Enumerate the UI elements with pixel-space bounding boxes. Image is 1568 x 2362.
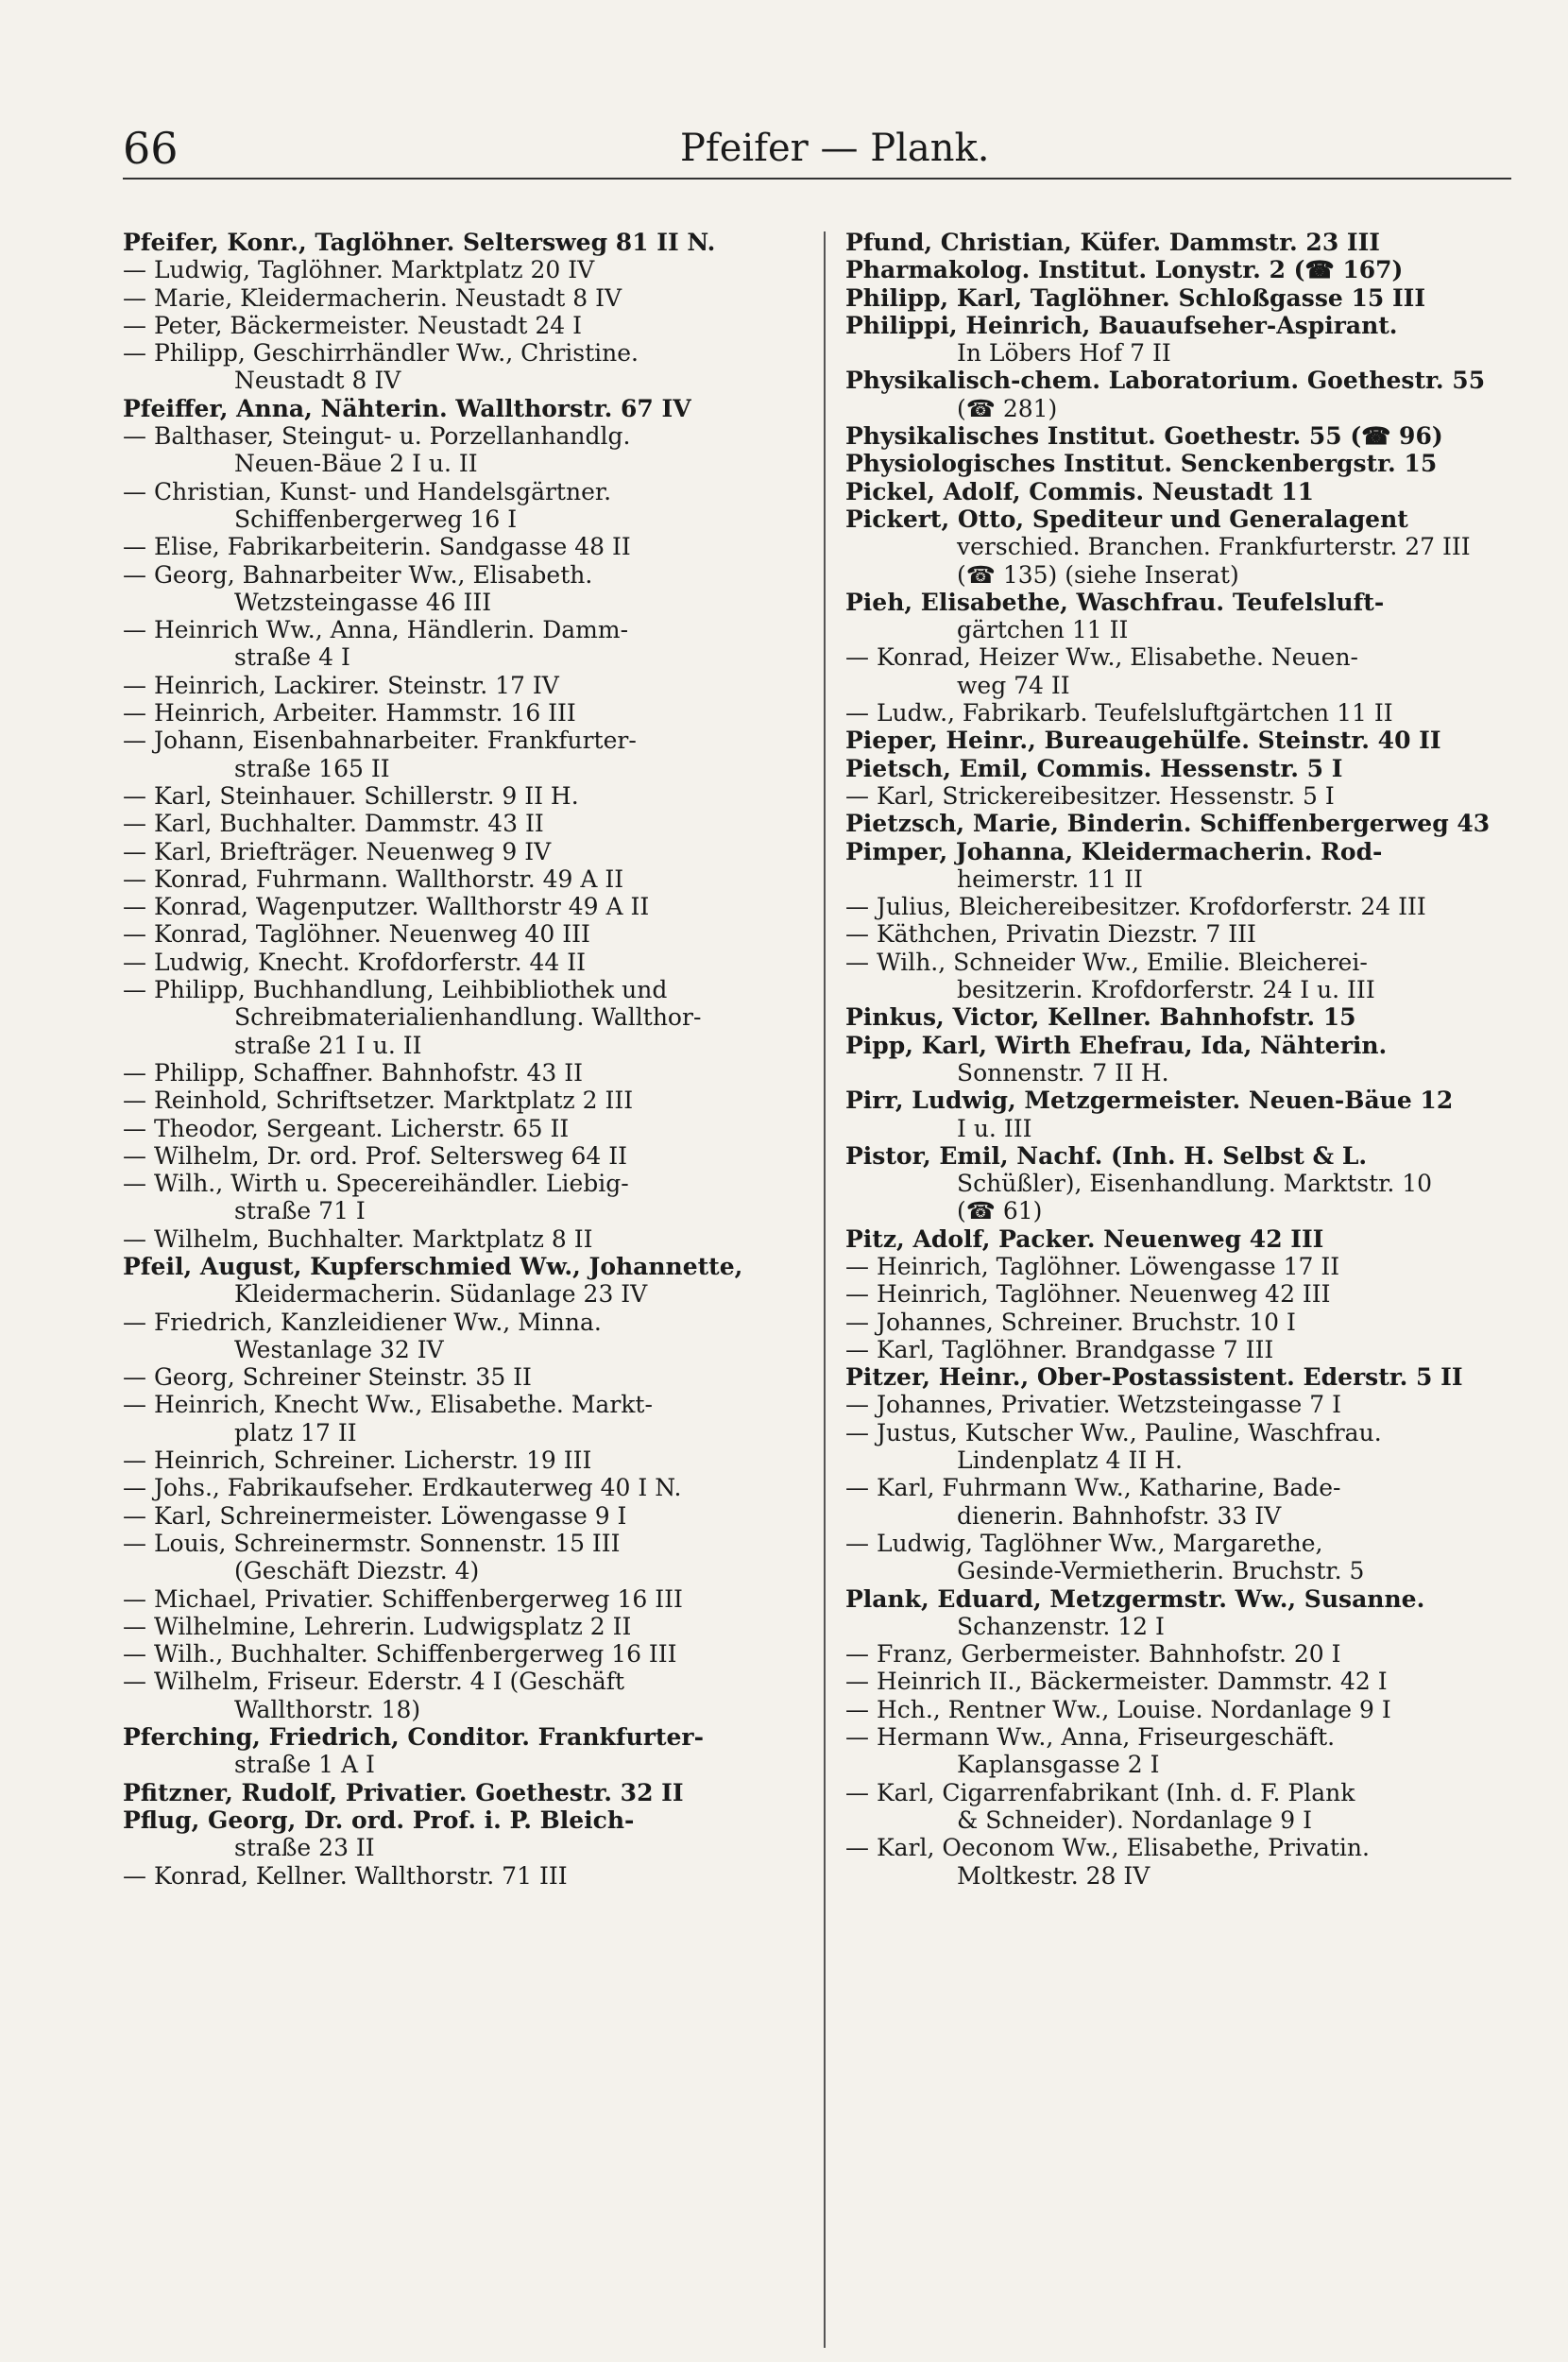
entry-line: Pinkus, Victor, Kellner. Bahnhofstr. 15	[845, 1003, 1356, 1032]
entry-line: — Johannes, Privatier. Wetzsteingasse 7 I	[845, 1391, 1341, 1419]
entry-line: — Heinrich, Schreiner. Licherstr. 19 III	[123, 1446, 592, 1475]
entry-line: — Reinhold, Schriftsetzer. Marktplatz 2 III	[123, 1087, 634, 1115]
entry-line: Pfitzner, Rudolf, Privatier. Goethestr. 32 II	[123, 1778, 684, 1806]
entry-line: — Konrad, Wagenputzer. Wallthorstr 49 A II	[123, 893, 650, 921]
entry-line: — Ludwig, Taglöhner. Marktplatz 20 IV	[123, 256, 595, 284]
entry-continuation: straße 4 I	[234, 643, 350, 672]
entry-line: Pipp, Karl, Wirth Ehefrau, Ida, Nähterin.	[845, 1031, 1388, 1059]
entry-continuation: Schiffenbergerweg 16 I	[234, 505, 518, 533]
entry-line: Philipp, Karl, Taglöhner. Schloßgasse 15 III	[845, 283, 1426, 312]
entry-line: — Karl, Fuhrmann Ww., Katharine, Bade-	[845, 1474, 1341, 1502]
page-header	[123, 123, 1511, 180]
entry-line: Pieper, Heinr., Bureaugehülfe. Steinstr. 40 II	[845, 727, 1441, 755]
entry-line: — Marie, Kleidermacherin. Neustadt 8 IV	[123, 283, 622, 312]
entry-line: Pickel, Adolf, Commis. Neustadt 11	[845, 477, 1315, 505]
entry-continuation: weg 74 II	[957, 671, 1070, 699]
entry-line: Pharmakolog. Institut. Lonystr. 2 (☎ 167)	[845, 256, 1404, 284]
entry-line: — Ludwig, Knecht. Krofdorferstr. 44 II	[123, 948, 586, 976]
running-title: Pfeifer — Plank.	[680, 127, 990, 170]
entry-line: — Johann, Eisenbahnarbeiter. Frankfurter-	[123, 727, 637, 755]
entry-line: — Theodor, Sergeant. Licherstr. 65 II	[123, 1114, 570, 1142]
entry-line: — Heinrich, Taglöhner. Löwengasse 17 II	[845, 1252, 1340, 1280]
entry-continuation: gärtchen 11 II	[957, 616, 1129, 644]
entry-line: — Georg, Schreiner Steinstr. 35 II	[123, 1363, 532, 1392]
entry-line: — Konrad, Kellner. Wallthorstr. 71 III	[123, 1861, 568, 1890]
entry-continuation: straße 165 II	[234, 754, 390, 782]
entry-continuation: Schüßler), Eisenhandlung. Marktstr. 10	[957, 1170, 1433, 1198]
entry-continuation: heimerstr. 11 II	[957, 864, 1143, 893]
entry-line: — Franz, Gerbermeister. Bahnhofstr. 20 I	[845, 1640, 1341, 1669]
entry-line: — Karl, Buchhalter. Dammstr. 43 II	[123, 810, 544, 838]
entry-line: — Balthaser, Steingut- u. Porzellanhandlg.	[123, 422, 631, 451]
entry-line: — Philipp, Buchhandlung, Leihbibliothek und	[123, 976, 668, 1004]
entry-continuation: straße 1 A I	[234, 1751, 375, 1779]
entry-line: — Heinrich, Knecht Ww., Elisabethe. Markt-	[123, 1391, 653, 1419]
entry-line: — Wilhelm, Dr. ord. Prof. Seltersweg 64 II	[123, 1141, 627, 1170]
entry-continuation: Moltkestr. 28 IV	[957, 1861, 1150, 1890]
entry-line: — Karl, Briefträger. Neuenweg 9 IV	[123, 837, 552, 865]
entry-line: — Philipp, Geschirrhändler Ww., Christine.	[123, 339, 639, 368]
entry-line: Pfeil, August, Kupferschmied Ww., Johannette,	[123, 1252, 743, 1280]
entry-line: — Käthchen, Privatin Diezstr. 7 III	[845, 920, 1256, 949]
entry-line: — Konrad, Heizer Ww., Elisabethe. Neuen-	[845, 643, 1359, 672]
entry-line: — Michael, Privatier. Schiffenbergerweg 16 III	[123, 1584, 683, 1613]
entry-continuation: Kaplansgasse 2 I	[957, 1751, 1160, 1779]
page-number: 66	[123, 123, 179, 174]
entry-continuation: Lindenplatz 4 II H.	[957, 1446, 1183, 1475]
entry-continuation: Neuen-Bäue 2 I u. II	[234, 450, 478, 478]
entry-line: Pflug, Georg, Dr. ord. Prof. i. P. Bleich-	[123, 1806, 635, 1834]
entry-line: Pfeiffer, Anna, Nähterin. Wallthorstr. 67 IV	[123, 394, 691, 422]
entry-line: — Hch., Rentner Ww., Louise. Nordanlage 9 I	[845, 1695, 1391, 1723]
entry-continuation: Gesinde-Vermietherin. Bruchstr. 5	[957, 1557, 1365, 1585]
entry-continuation: platz 17 II	[234, 1418, 357, 1446]
entry-line: — Karl, Strickereibesitzer. Hessenstr. 5 I	[845, 781, 1335, 810]
entry-line: Pfund, Christian, Küfer. Dammstr. 23 III	[845, 229, 1381, 256]
entry-continuation: besitzerin. Krofdorferstr. 24 I u. III	[957, 976, 1375, 1004]
entry-line: — Friedrich, Kanzleidiener Ww., Minna.	[123, 1308, 602, 1336]
entry-line: — Karl, Oeconom Ww., Elisabethe, Privatin.	[845, 1834, 1370, 1862]
entry-continuation: (☎ 281)	[957, 394, 1058, 422]
entry-line: Pietsch, Emil, Commis. Hessenstr. 5 I	[845, 754, 1343, 782]
entry-continuation: (☎ 135) (siehe Inserat)	[957, 560, 1239, 589]
entry-line: — Georg, Bahnarbeiter Ww., Elisabeth.	[123, 560, 593, 589]
entry-line: — Karl, Cigarrenfabrikant (Inh. d. F. Plank	[845, 1778, 1355, 1806]
entry-line: — Johs., Fabrikaufseher. Erdkauterweg 40 I N.	[123, 1474, 682, 1502]
entry-line: Pimper, Johanna, Kleidermacherin. Rod-	[845, 837, 1383, 865]
entry-line: — Hermann Ww., Anna, Friseurgeschäft.	[845, 1723, 1336, 1752]
entry-line: — Wilhelm, Buchhalter. Marktplatz 8 II	[123, 1224, 593, 1253]
entry-line: Physikalisch-chem. Laboratorium. Goethestr. 55	[845, 367, 1486, 395]
entry-continuation: (☎ 61)	[957, 1197, 1043, 1225]
entry-line: — Wilhelm, Friseur. Ederstr. 4 I (Geschäft	[123, 1668, 625, 1696]
entry-line: Pieh, Elisabethe, Waschfrau. Teufelsluft-	[845, 588, 1385, 616]
entry-line: — Elise, Fabrikarbeiterin. Sandgasse 48 II	[123, 533, 631, 561]
entry-line: Pistor, Emil, Nachf. (Inh. H. Selbst & L.	[845, 1141, 1368, 1170]
entry-line: — Konrad, Fuhrmann. Wallthorstr. 49 A II	[123, 864, 624, 893]
entry-line: Plank, Eduard, Metzgermstr. Ww., Susanne.	[845, 1584, 1425, 1613]
entry-line: — Heinrich Ww., Anna, Händlerin. Damm-	[123, 616, 629, 644]
entry-line: Pitz, Adolf, Packer. Neuenweg 42 III	[845, 1224, 1324, 1253]
entry-line: Pferching, Friedrich, Conditor. Frankfurter-	[123, 1723, 704, 1752]
entry-line: — Karl, Schreinermeister. Löwengasse 9 I	[123, 1501, 627, 1530]
entry-line: — Wilh., Wirth u. Specereihändler. Liebig-	[123, 1170, 629, 1198]
entry-line: — Heinrich II., Bäckermeister. Dammstr. 42 I	[845, 1668, 1388, 1696]
entry-continuation: straße 21 I u. II	[234, 1031, 422, 1059]
entry-line: — Heinrich, Taglöhner. Neuenweg 42 III	[845, 1280, 1331, 1309]
entry-line: Physikalisches Institut. Goethestr. 55 (☎ 96)	[845, 422, 1443, 451]
entry-continuation: verschied. Branchen. Frankfurterstr. 27 III	[957, 533, 1471, 561]
entry-continuation: straße 71 I	[234, 1197, 366, 1225]
entry-continuation: Neustadt 8 IV	[234, 367, 401, 395]
entry-line: — Wilh., Buchhalter. Schiffenbergerweg 16 III	[123, 1640, 677, 1669]
entry-continuation: Schanzenstr. 12 I	[957, 1612, 1165, 1640]
entry-line: Physiologisches Institut. Senckenbergstr. 15	[845, 450, 1438, 478]
entry-continuation: Wetzsteingasse 46 III	[234, 588, 492, 616]
entry-line: — Ludw., Fabrikarb. Teufelsluftgärtchen 11 II	[845, 699, 1393, 727]
entry-continuation: & Schneider). Nordanlage 9 I	[957, 1806, 1312, 1834]
entry-line: — Justus, Kutscher Ww., Pauline, Waschfrau.	[845, 1418, 1382, 1446]
entry-line: — Wilh., Schneider Ww., Emilie. Bleicherei-	[845, 948, 1368, 976]
entry-line: — Heinrich, Lackirer. Steinstr. 17 IV	[123, 671, 559, 699]
entry-continuation: Kleidermacherin. Südanlage 23 IV	[234, 1280, 648, 1309]
entry-line: Pietzsch, Marie, Binderin. Schiffenbergerweg 43	[845, 810, 1491, 838]
entry-continuation: Wallthorstr. 18)	[234, 1695, 421, 1723]
entry-line: Pickert, Otto, Spediteur und Generalagent	[845, 505, 1408, 533]
entry-line: — Julius, Bleichereibesitzer. Krofdorferstr. 24 III	[845, 893, 1426, 921]
left-column	[123, 229, 803, 1890]
entry-line: — Konrad, Taglöhner. Neuenweg 40 III	[123, 920, 590, 949]
entry-line: — Karl, Steinhauer. Schillerstr. 9 II H.	[123, 781, 579, 810]
entry-line: — Karl, Taglöhner. Brandgasse 7 III	[845, 1335, 1274, 1363]
entry-line: Pitzer, Heinr., Ober-Postassistent. Ederstr. 5 II	[845, 1363, 1463, 1392]
entry-continuation: Schreibmaterialienhandlung. Wallthor-	[234, 1003, 702, 1032]
entry-line: — Louis, Schreinermstr. Sonnenstr. 15 III	[123, 1529, 621, 1557]
entry-continuation: dienerin. Bahnhofstr. 33 IV	[957, 1501, 1282, 1530]
entry-line: Pfeifer, Konr., Taglöhner. Seltersweg 81 II N.	[123, 229, 716, 256]
entry-line: — Peter, Bäckermeister. Neustadt 24 I	[123, 311, 582, 339]
entry-line: — Heinrich, Arbeiter. Hammstr. 16 III	[123, 699, 576, 727]
entry-line: — Philipp, Schaffner. Bahnhofstr. 43 II	[123, 1058, 584, 1087]
entry-line: — Christian, Kunst- und Handelsgärtner.	[123, 477, 612, 505]
entry-line: — Wilhelmine, Lehrerin. Ludwigsplatz 2 II	[123, 1612, 632, 1640]
entry-continuation: Sonnenstr. 7 II H.	[957, 1058, 1169, 1087]
entry-line: — Ludwig, Taglöhner Ww., Margarethe,	[845, 1529, 1323, 1557]
right-column	[845, 229, 1516, 1890]
entry-continuation: (Geschäft Diezstr. 4)	[234, 1557, 480, 1585]
column-divider	[824, 231, 826, 2348]
entry-line: Philippi, Heinrich, Bauaufseher-Aspirant.	[845, 311, 1398, 339]
header-rule	[123, 178, 1511, 180]
entry-continuation: In Löbers Hof 7 II	[957, 339, 1171, 368]
entry-line: — Johannes, Schreiner. Bruchstr. 10 I	[845, 1308, 1296, 1336]
entry-continuation: Westanlage 32 IV	[234, 1335, 444, 1363]
entry-line: Pirr, Ludwig, Metzgermeister. Neuen-Bäue 12	[845, 1087, 1454, 1115]
entry-continuation: straße 23 II	[234, 1834, 375, 1862]
entry-continuation: I u. III	[957, 1114, 1032, 1142]
